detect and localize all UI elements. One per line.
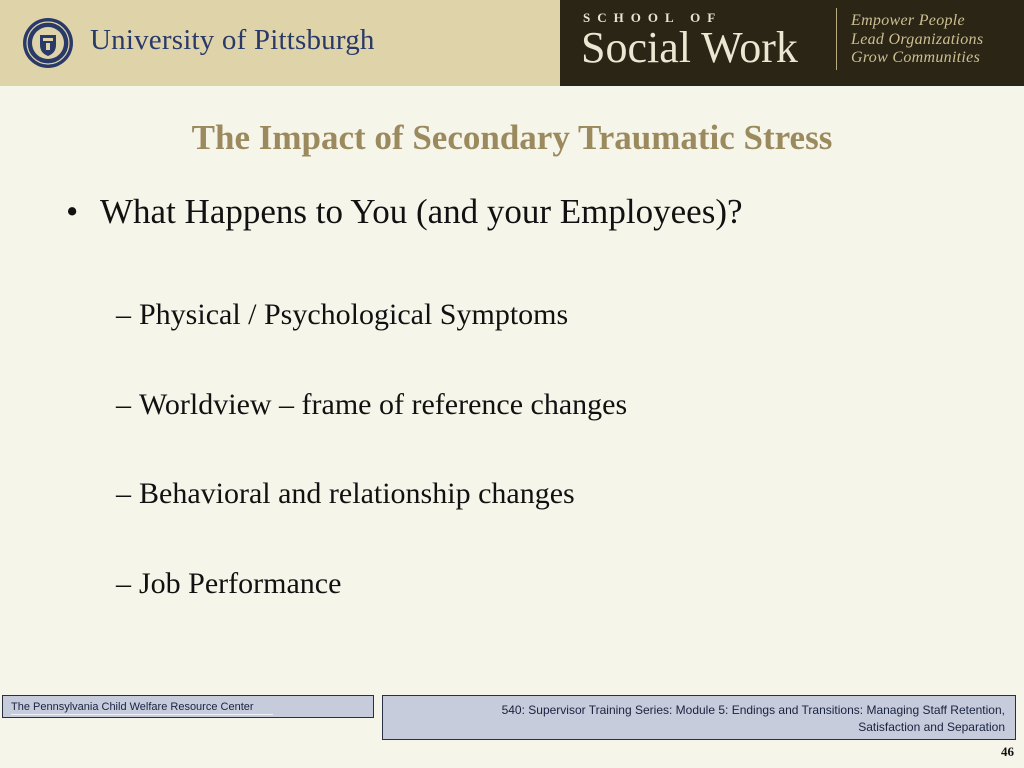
tagline-2: Lead Organizations xyxy=(851,31,984,48)
tagline-3: Grow Communities xyxy=(851,49,981,66)
footer-course-line-2: Satisfaction and Separation xyxy=(858,720,1005,734)
sub-dash: – xyxy=(116,477,131,510)
sub-item-text: Behavioral and relationship changes xyxy=(139,477,575,510)
slide-title: The Impact of Secondary Traumatic Stress xyxy=(191,118,833,157)
footer-organization-text: The Pennsylvania Child Welfare Resource Center xyxy=(11,701,254,713)
sub-item-text: Job Performance xyxy=(139,567,342,600)
page-number: 46 xyxy=(1001,744,1014,759)
footer-course-line-1: 540: Supervisor Training Series: Module 5: Endings and Transitions: Managing Staff Retention, xyxy=(501,703,1005,717)
header-banner xyxy=(0,0,1024,86)
sub-item xyxy=(116,477,575,511)
footer-underline xyxy=(11,714,273,715)
university-seal-icon xyxy=(22,13,74,73)
sub-dash: – xyxy=(116,388,131,421)
sub-dash: – xyxy=(116,567,131,600)
sub-item xyxy=(116,388,627,422)
sub-dash: – xyxy=(116,298,131,331)
bullet-dot: • xyxy=(66,192,79,231)
header-divider xyxy=(836,8,837,70)
university-name: University of Pittsburgh xyxy=(90,24,375,56)
main-bullet xyxy=(66,192,743,232)
school-name: Social Work xyxy=(581,23,798,72)
tagline-1: Empower People xyxy=(851,12,965,29)
sub-item xyxy=(116,567,341,601)
university-banner xyxy=(0,0,560,86)
sub-item-text: Physical / Psychological Symptoms xyxy=(139,298,569,331)
footer-course xyxy=(382,695,1016,740)
main-bullet-text: What Happens to You (and your Employees)? xyxy=(100,192,743,231)
sub-item xyxy=(116,298,568,332)
footer-organization xyxy=(2,695,374,718)
sub-item-text: Worldview – frame of reference changes xyxy=(139,388,628,421)
school-of-label: SCHOOL OF xyxy=(583,10,723,25)
